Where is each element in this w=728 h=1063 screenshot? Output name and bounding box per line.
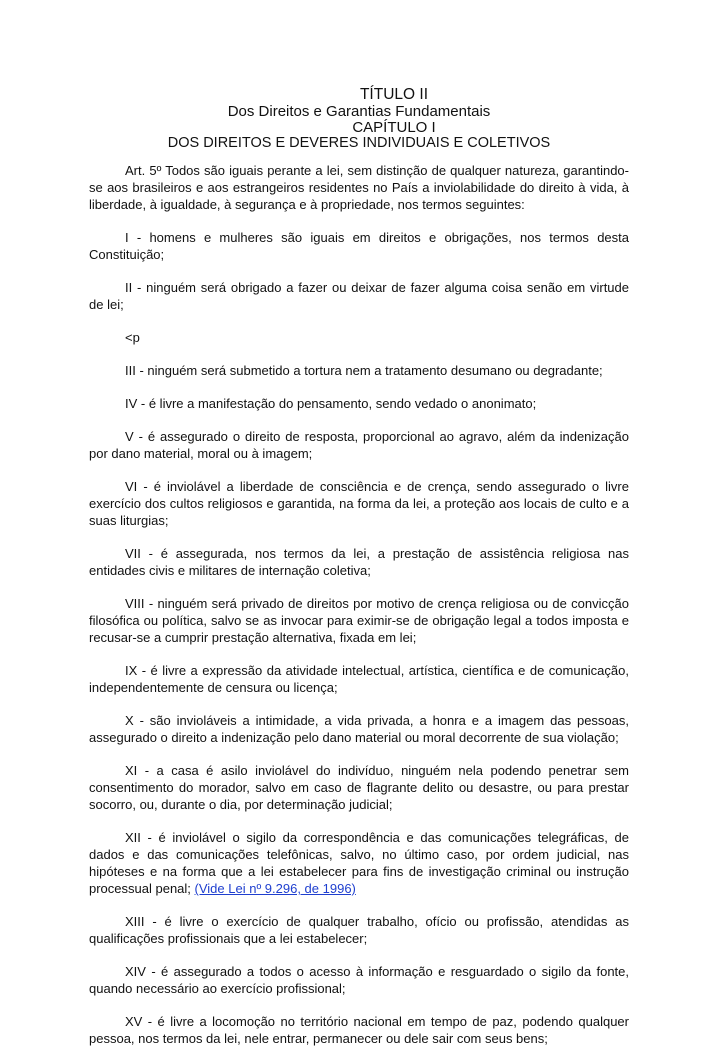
chapter-title-heading: DOS DIREITOS E DEVERES INDIVIDUAIS E COLETIVOS: [167, 135, 551, 151]
paragraph-iii: III - ninguém será submetido a tortura nem a tratamento desumano ou degradante;: [125, 363, 603, 378]
paragraph-art5: Art. 5º Todos são iguais perante a lei, sem distinção de qualquer natureza, garantindo-se aos brasileiros e aos estrangeiros residentes no País a inviolabilidade do direito à vida, à liberdade, à igualdade, à segurança e à propriedade, nos termos seguintes:: [89, 163, 629, 212]
vide-lei-link[interactable]: (Vide Lei nº 9.296, de 1996): [194, 881, 356, 896]
paragraph-i: I - homens e mulheres são iguais em direitos e obrigações, nos termos desta Constituição;: [89, 230, 629, 262]
paragraph-vii: VII - é assegurada, nos termos da lei, a prestação de assistência religiosa nas entidades civis e militares de internação coletiva;: [89, 546, 629, 578]
paragraph-v: V - é assegurado o direito de resposta, proporcional ao agravo, além da indenização por dano material, moral ou à imagem;: [89, 429, 629, 461]
paragraph-xii: [89, 829, 629, 897]
paragraph-xiv: XIV - é assegurado a todos o acesso à informação e resguardado o sigilo da fonte, quando necessário ao exercício profissional;: [89, 964, 629, 996]
paragraph-xi: XI - a casa é asilo inviolável do indivíduo, ninguém nela podendo penetrar sem consentimento do morador, salvo em caso de flagrante delito ou desastre, ou para prestar socorro, ou, durante o dia, por determinação judicial;: [89, 763, 629, 812]
title-heading: TÍTULO II: [359, 86, 429, 103]
paragraph-stray-tag: <p: [125, 330, 140, 345]
chapter-heading: CAPÍTULO I: [352, 119, 436, 136]
paragraph-viii: VIII - ninguém será privado de direitos por motivo de crença religiosa ou de convicção filosófica ou política, salvo se as invocar para eximir-se de obrigação legal a todos imposta e recusar-se a cumprir prestação alternativa, fixada em lei;: [89, 596, 629, 645]
paragraph-xiii: XIII - é livre o exercício de qualquer trabalho, ofício ou profissão, atendidas as qualificações profissionais que a lei estabelecer;: [89, 914, 629, 946]
paragraph-xii-text: XII - é inviolável o sigilo da correspondência e das comunicações telegráficas, de dados e das comunicações telefônicas, salvo, no último caso, por ordem judicial, nas hipóteses e na forma que a lei estabelecer para fins de investigação criminal ou instrução processual penal;: [89, 830, 629, 896]
paragraph-vi: VI - é inviolável a liberdade de consciência e de crença, sendo assegurado o livre exercício dos cultos religiosos e garantida, na forma da lei, a proteção aos locais de culto e a suas liturgias;: [89, 479, 629, 528]
document-page: [89, 86, 629, 1063]
paragraph-ii: II - ninguém será obrigado a fazer ou deixar de fazer alguma coisa senão em virtude de lei;: [89, 280, 629, 312]
paragraph-ix: IX - é livre a expressão da atividade intelectual, artística, científica e de comunicação, independentemente de censura ou licença;: [89, 663, 629, 695]
subtitle-heading: Dos Direitos e Garantias Fundamentais: [227, 103, 491, 120]
paragraph-xv: XV - é livre a locomoção no território nacional em tempo de paz, podendo qualquer pessoa, nos termos da lei, nele entrar, permanecer ou dele sair com seus bens;: [89, 1014, 629, 1046]
paragraph-iv: IV - é livre a manifestação do pensamento, sendo vedado o anonimato;: [125, 396, 537, 411]
paragraph-x: X - são invioláveis a intimidade, a vida privada, a honra e a imagem das pessoas, assegurado o direito a indenização pelo dano material ou moral decorrente de sua violação;: [89, 713, 629, 745]
